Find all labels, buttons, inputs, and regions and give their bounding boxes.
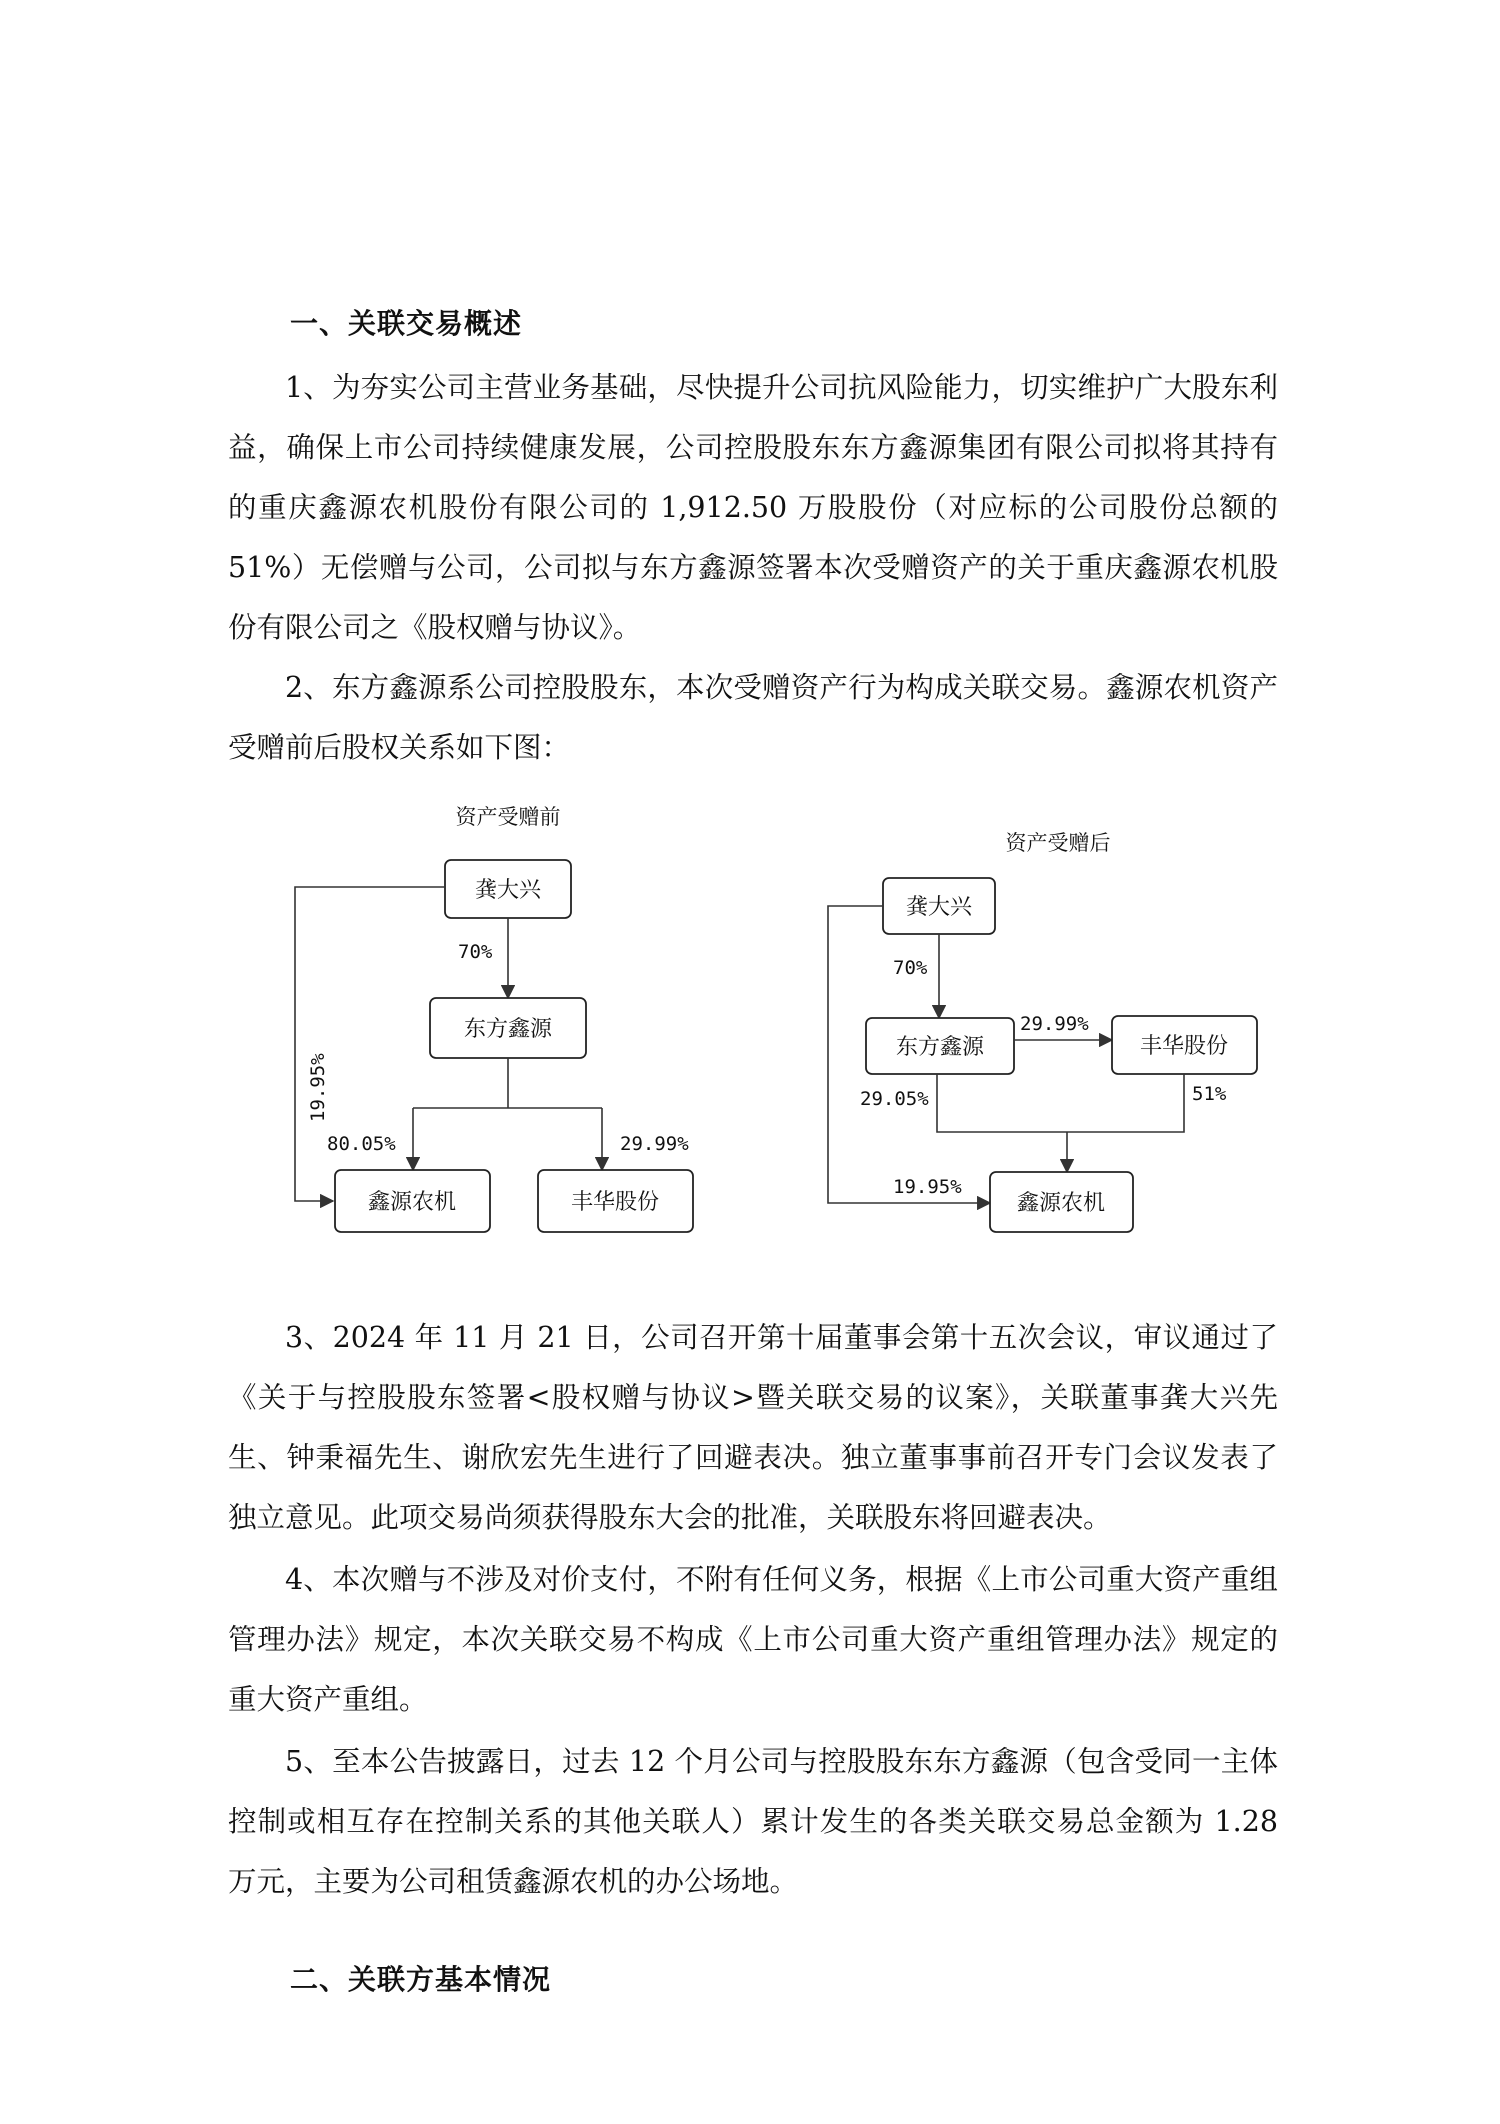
before-label-side: 19.95% (307, 1053, 329, 1122)
section-1-heading: 一、关联交易概述 (290, 307, 523, 340)
paragraph-3: 3、2024 年 11 月 21 日，公司召开第十届董事会第十五次会议，审议通过了《关于与控股股东签署<股权赠与协议>暨关联交易的议案》，关联董事龚大兴先生、钟秉福先生、谢欣宏先生进行了回避表决。独立董事事前召开专门会议发表了独立意见。此项交易尚须获得股东大会的批准，关联股东将回避表决。 (228, 1321, 1278, 1534)
equity-structure-diagram (0, 790, 1500, 1270)
before-label-middle-right: 29.99% (620, 1133, 689, 1155)
paragraph-2: 2、东方鑫源系公司控股股东，本次受赠资产行为构成关联交易。鑫源农机资产受赠前后股权关系如下图： (228, 671, 1278, 764)
diagram-before (295, 805, 693, 1232)
before-label-middle-left: 80.05% (327, 1133, 396, 1155)
before-node-top: 龚大兴 (474, 878, 542, 903)
before-label-top-middle: 70% (458, 941, 493, 963)
section-2-heading: 二、关联方基本情况 (290, 1963, 552, 1996)
before-node-left: 鑫源农机 (367, 1190, 457, 1215)
after-edge-merge (937, 1074, 1184, 1132)
after-label-top-middle: 70% (893, 957, 928, 979)
after-node-middle: 东方鑫源 (895, 1035, 985, 1060)
before-node-right: 丰华股份 (570, 1190, 660, 1215)
before-node-middle: 东方鑫源 (463, 1017, 553, 1042)
paragraph-1: 1、为夯实公司主营业务基础，尽快提升公司抗风险能力，切实维护广大股东利益，确保上市公司持续健康发展，公司控股股东东方鑫源集团有限公司拟将其持有的重庆鑫源农机股份有限公司的 1,912.50 万股股份（对应标的公司股份总额的 51%）无偿赠与公司，公司拟与东方鑫源签署本次受赠资产的关于重庆鑫源农机股份有限公司之《股权赠与协议》。 (228, 371, 1278, 644)
after-label-right-bottom: 51% (1192, 1083, 1227, 1105)
paragraph-5: 5、至本公告披露日，过去 12 个月公司与控股股东东方鑫源（包含受同一主体控制或相互存在控制关系的其他关联人）累计发生的各类关联交易总金额为 1.28 万元，主要为公司租赁鑫源农机的办公场地。 (228, 1745, 1278, 1898)
after-node-top: 龚大兴 (905, 895, 973, 920)
after-label-middle-right: 29.99% (1020, 1013, 1089, 1035)
diagram-after (828, 831, 1257, 1232)
diagram-before-title: 资产受赠前 (455, 805, 561, 829)
after-node-right: 丰华股份 (1139, 1034, 1229, 1059)
after-label-middle-bottom: 29.05% (860, 1088, 929, 1110)
after-label-side: 19.95% (893, 1176, 962, 1198)
diagram-after-title: 资产受赠后 (1005, 831, 1111, 855)
after-node-bottom: 鑫源农机 (1016, 1191, 1106, 1216)
paragraph-4: 4、本次赠与不涉及对价支付，不附有任何义务，根据《上市公司重大资产重组管理办法》规定，本次关联交易不构成《上市公司重大资产重组管理办法》规定的重大资产重组。 (228, 1563, 1278, 1716)
